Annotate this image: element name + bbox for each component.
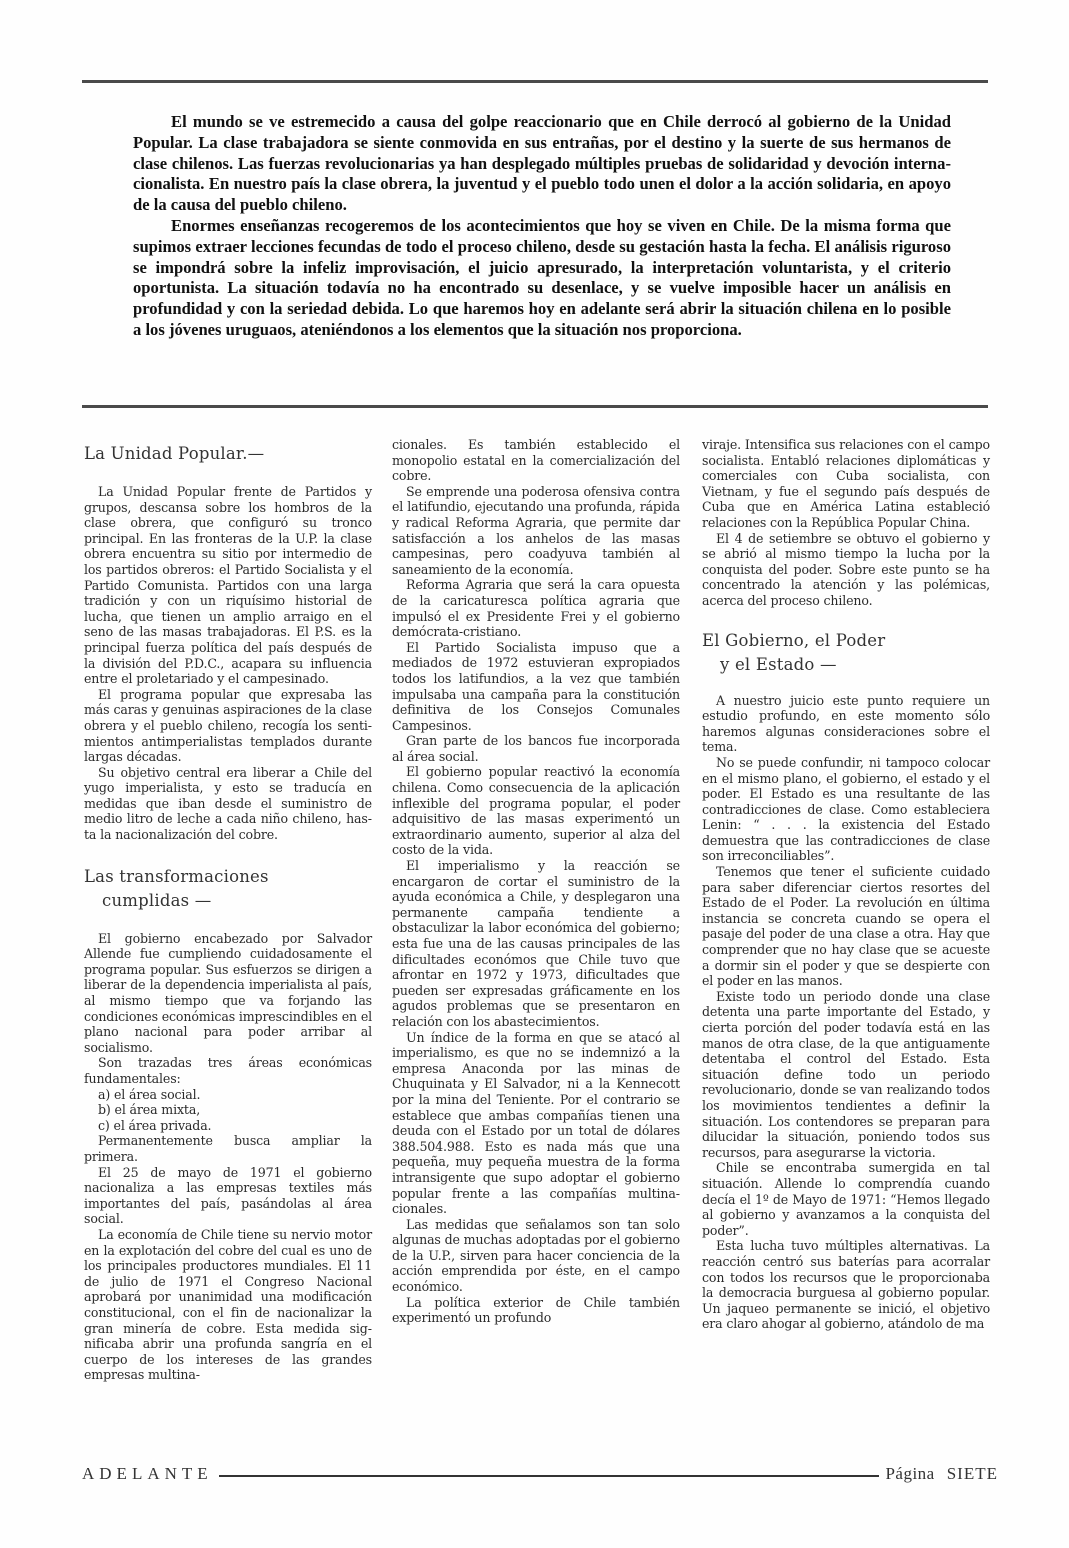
paragraph: Se emprende una poderosa ofensiva contra el latifundio, ejecutando una profunda, rápida y radical Reforma Agraria, que permite dar satisfacción a los anhelos de las masas campesinas, pero coadyuva también al saneamiento de la economía. (392, 483, 680, 577)
intro-paragraph: El mundo se ve estremecido a causa del golpe reaccionario que en Chile derrocó al gobierno de la Unidad Popular. La clase trabajadora se siente conmovida en sus entrañas, por el destino y la suerte de sus hermanos de clase chilenos. Las fuerzas revolucionarias ya han desplegado múltiples pruebas de solidaridad y devoción internacionalista. En nuestro país la clase obrera, la juventud y el pueblo todo unen el dolor a la acción solidaria, en apoyo de la causa del pueblo chileno. (133, 112, 951, 215)
paragraph: Gran parte de los bancos fue incorporada al área social. (392, 733, 680, 764)
list-item: b) el área mixta, (98, 1102, 201, 1118)
page-footer (82, 1463, 998, 1485)
paragraph: Tenemos que tener el suficiente cuidado para saber diferenciar ciertos resortes del Estado de el Poder. La revolución en última instancia se concreta cuando se opera el pasaje del poder de una clase a otra. Hay que comprender que no hay clase que se acueste a dormir sin el poder y que se despierte con el poder en las manos. (702, 864, 990, 989)
paragraph: Permanentemente busca ampliar la primera. (84, 1133, 372, 1164)
heading-text: La Unidad Popular.— (84, 444, 265, 463)
paragraph: Esta lucha tuvo múltiples alternativas. La reacción centró sus baterías para acorralar con todos los recursos que le proporcionaba la democracia burguesa al gobierno popular. Un jaqueo permanente se inició, el objetivo era claro ahogar al gobierno, atándolo de ma (702, 1238, 990, 1332)
paragraph-continued: cionales. Es también establecido el monopolio estatal en la comercialización del cobre. (392, 437, 680, 484)
paragraph: No se puede confundir, ni tampoco colocar en el mismo plano, el gobierno, el estado y el poder. El Estado es una resultante de las contradicciones de clase. Como estableciera Lenin: “ . . . la existencia del Estado demuestra que las contradicciones de clase son irreconciliables”. (702, 754, 990, 864)
page-label: Página (885, 1464, 935, 1483)
paragraph: La economía de Chile tiene su nervio motor en la explotación del cobre del cual es uno de los principales productores mundiales. El 11 de julio de 1971 el Congreso Nacional aprobará por unanimidad una modificación constitucional, con el fin de nacionalizar la gran minería de cobre. Esta medida significaba abrir una profunda sangría en el cuerpo de los intereses de las grandes empresas multina- (84, 1226, 372, 1383)
list-item: a) el área social. (98, 1086, 201, 1102)
footer-rule (219, 1475, 880, 1477)
paragraph: Un índice de la forma en que se atacó al imperialismo, es que no se indemnizó a la empresa Anaconda por las minas de Chuquinata y El Salvador, ni a la Kennecott por la mina del Teniente. Por el contrario se establece que ambas compañías tienen una deuda con el Estado por un total de dólares 388.504.988. Esto es nada más que una pequeña, muy pequeña muestra de la forma intransigente que supo adoptar el gobierno popular frente a las compañías multinacionales. (392, 1029, 680, 1217)
intro-paragraph: Enormes enseñanzas recogeremos de los acontecimientos que hoy se viven en Chile. De la misma forma que supimos extraer lecciones fecundas de todo el proceso chileno, desde su gestación hasta la fecha. El análisis riguroso se impondrá sobre la infeliz improvisación, el juicio apresurado, la interpretación voluntarista, y el criterio oportunista. La situación todavía no ha encontrado su desenlace, y se vuelve imposible hacer un análisis en profundidad y con la seriedad debida. Lo que haremos hoy en adelante será abrir la situación chilena en lo posible a los jóvenes uruguaos, ateniéndonos a los elementos que la situación nos proporciona. (133, 215, 951, 339)
section-heading-unidad-popular (84, 442, 372, 466)
paragraph: Las medidas que señalamos son tan solo algunas de muchas adoptadas por el gobierno de la U.P., sirven para hacer conciencia de la acción emprendida por éste, en el campo económico. (392, 1216, 680, 1295)
paragraph: Chile se encontraba sumergida en tal situación. Allende lo comprendía cuando decía el 1º de Mayo de 1971: “Hemos llegado al gobierno y avanzamos a la conquista del poder”. (702, 1160, 990, 1238)
article-column-1 (84, 440, 372, 1383)
paragraph: Existe todo un periodo donde una clase detenta una parte importante del Estado, y cierta porción del poder todavía está en las manos de otra clase, de la que antiguamente detentaba el control del Estado. Esta situación define todo un periodo revolucionario, donde se van realizando todos los movimientos tendientes a definir la situación. Los contendores se preparan para dilucidar la situación, poniendo todos sus recursos, para asegurarse la victoria. (702, 988, 990, 1160)
heading-line: cumplidas — (102, 890, 212, 910)
article-column-3 (702, 437, 990, 1332)
paragraph: Son trazadas tres áreas económicas fundamentales: (84, 1055, 372, 1086)
paragraph-continued: viraje. Intensifica sus relaciones con el campo socialista. Entabló relaciones diplomáticas y comerciales con Cuba socialista, con Vietnam, y fue el segundo país después de Cuba que en América Latina estableció relaciones con la República Popular China. (702, 437, 990, 530)
paragraph: El 25 de mayo de 1971 el gobierno nacionaliza a las empresas textiles más importantes del país, pasándolas al área social. (84, 1164, 372, 1227)
section-heading-transformaciones (84, 865, 372, 913)
section-divider-rule (82, 405, 988, 408)
paragraph: El gobierno popular reactivó la economía chilena. Como consecuencia de la aplicación inflexible del programa popular, el poder adquisitivo de las masas experimentó un extraordinario aumento, superior al alza del costo de la vida. (392, 764, 680, 858)
paragraph: El Partido Socialista impuso que a mediados de 1972 estuvieran expropiados todos los latifundios, a la vez que también impulsaba una campaña para la constitución definitiva de los Consejos Comunales Campesinos. (392, 639, 680, 733)
paragraph: Su objetivo central era liberar a Chile del yugo imperialista, y esto se traducía en medidas que iban desde el suministro de medio litro de leche a cada niño chileno, hasta la nacionalización del cobre. (84, 764, 372, 843)
article-column-2 (392, 437, 680, 1326)
publication-name: ADELANTE (82, 1464, 213, 1483)
paragraph: El imperialismo y la reacción se encargaron de cortar el suministro de la ayuda económica a Chile, y desplegaron una permanente campaña tendiente a obstaculizar la labor económica del gobierno; esta fue una de las causas principales de las dificultades económos que Chile tuvo que afrontar en 1972 y 1973, dificultades que pueden ser expresadas gráficamente en los agudos problemas que se presentaron en relación con los abastecimientos. (392, 858, 680, 1029)
section-heading-gobierno-poder-estado (702, 629, 990, 677)
list-item: c) el área privada. (98, 1117, 212, 1133)
page-number: SIETE (946, 1464, 998, 1483)
paragraph: La política exterior de Chile también experimentó un profundo (392, 1294, 680, 1326)
paragraph: La Unidad Popular frente de Partidos y grupos, descansa sobre los hombros de la clase obrera, que configuró su tronco principal. En las fronteras de la U.P. la clase obrera encuentra su sitio por intermedio de los partidos obreros: el Partido Socialista y el Partido Comunista. Partidos con una larga tradición y con un riquísimo historial de lucha, que tienen un amplio arraigo en el seno de las masas trabajadoras. El P.S. es la principal fuerza política del país después de la división del P.D.C., acapara su influencia entre el proletariado y el campesinado. (84, 484, 372, 687)
heading-line: Las transformaciones (84, 866, 269, 886)
top-rule (82, 80, 988, 83)
paragraph: El 4 de setiembre se obtuvo el gobierno y se abrió al mismo tiempo la lucha por la conquista del poder. Sobre este punto se ha concentrado la atención y las polémicas, acerca del proceso chileno. (702, 530, 990, 608)
heading-line: y el Estado — (720, 654, 837, 674)
paragraph: A nuestro juicio este punto requiere un estudio profundo, en este momento sólo haremos algunas consideraciones sobre el tema. (702, 692, 990, 755)
heading-line: El Gobierno, el Poder (702, 630, 886, 650)
paragraph: El gobierno encabezado por Salvador Allende fue cumpliendo cuidadosamente el programa popular. Sus esfuerzos se dirigen a liberar de la dependencia imperialista al país, al mismo tiempo que va forjando las condiciones económicas imprescindibles en el plano nacional para poder arribar al socialismo. (84, 930, 373, 1055)
paragraph: Reforma Agraria que será la cara opuesta de la caricaturesca política agraria que impulsó el ex Presidente Frei y el gobierno demócrata-cristiano. (392, 577, 680, 640)
paragraph: El programa popular que expresaba las más caras y genuinas aspiraciones de la clase obrera y el pueblo chileno, recogía los sentimientos antimperialistas templados durante largas décadas. (84, 686, 372, 765)
intro-block (133, 112, 951, 341)
